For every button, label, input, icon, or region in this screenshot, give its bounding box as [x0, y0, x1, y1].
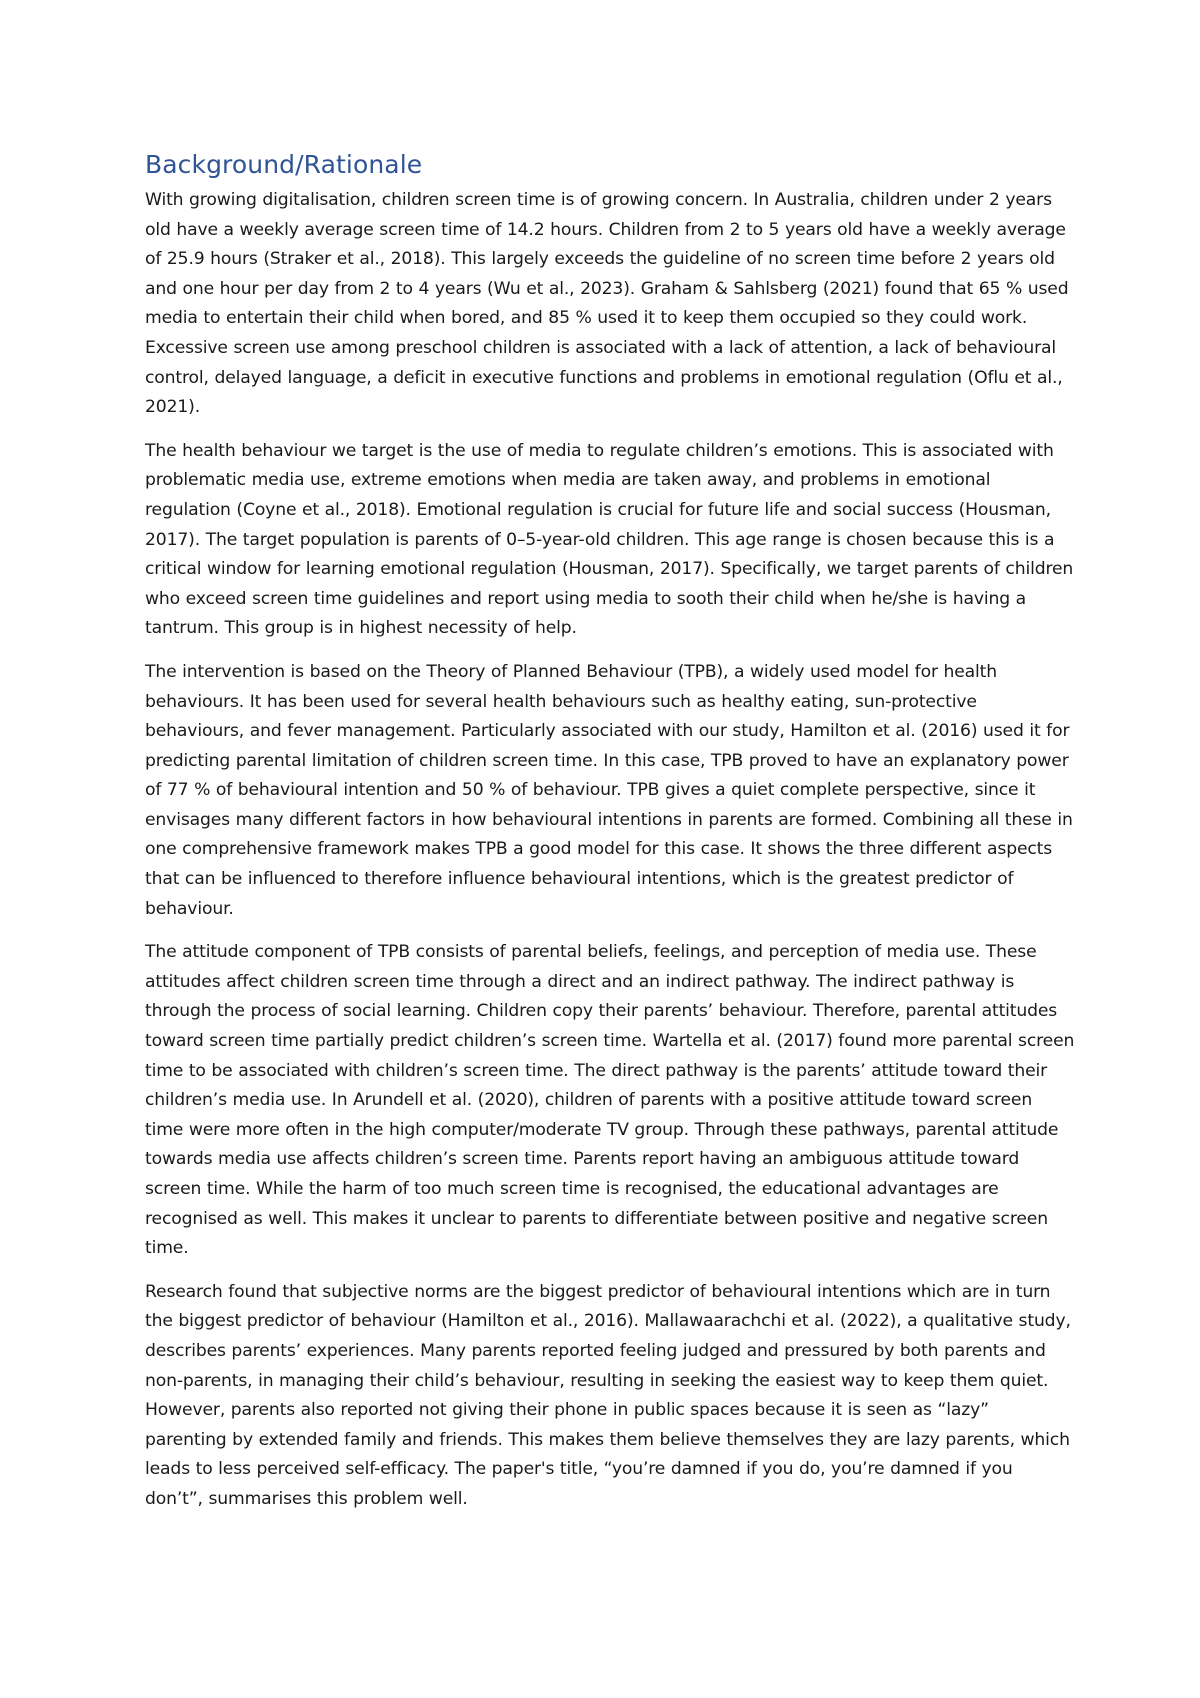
paragraph-subjective-norms: Research found that subjective norms are the biggest predictor of behavioural intentions which are in turn the biggest predictor of behaviour (Hamilton et al., 2016). Mallawaarachchi et al. (2022), a qualitative study, describes parents’ experiences. Many parents reported feeling judged and pressured by both parents and non-parents, in managing their child’s behaviour, resulting in seeking the easiest way to keep them quiet. However, parents also reported not giving their phone in public spaces because it is seen as “lazy” parenting by extended family and friends. This makes them believe themselves they are lazy parents, which leads to less perceived self-efficacy. The paper's title, “you’re damned if you do, you’re damned if you don’t”, summarises this problem well. [145, 1281, 1071, 1509]
section-heading: Background/Rationale [145, 150, 423, 179]
paragraph-attitude-component: The attitude component of TPB consists of parental beliefs, feelings, and perception of media use. These attitudes affect children screen time through a direct and an indirect pathway. The indirect pathway is through the process of social learning. Children copy their parents’ behaviour. Therefore, parental attitudes toward screen time partially predict children’s screen time. Wartella et al. (2017) found more parental screen time to be associated with children’s screen time. The direct pathway is the parents’ attitude toward their children’s media use. In Arundell et al. (2020), children of parents with a positive attitude toward screen time were more often in the high computer/moderate TV group. Through these pathways, parental attitude towards media use affects children’s screen time. Parents report having an ambiguous attitude toward screen time. While the harm of too much screen time is recognised, the educational advantages are recognised as well. This makes it unclear to parents to differentiate between positive and negative screen time. [145, 942, 1075, 1259]
paragraph-screen-time-concern: With growing digitalisation, children screen time is of growing concern. In Australia, children under 2 years old have a weekly average screen time of 14.2 hours. Children from 2 to 5 years old have a weekly average of 25.9 hours (Straker et al., 2018). This largely exceeds the guideline of no screen time before 2 years old and one hour per day from 2 to 4 years (Wu et al., 2023). Graham & Sahlsberg (2021) found that 65 % used media to entertain their child when bored, and 85 % used it to keep them occupied so they could work. Excessive screen use among preschool children is associated with a lack of attention, a lack of behavioural control, delayed language, a deficit in executive functions and problems in emotional regulation (Oflu et al., 2021). [145, 190, 1069, 418]
paragraph-target-behaviour: The health behaviour we target is the use of media to regulate children’s emotions. This is associated with problematic media use, extreme emotions when media are taken away, and problems in emotional regulation (Coyne et al., 2018). Emotional regulation is crucial for future life and social success (Housman, 2017). The target population is parents of 0–5-year-old children. This age range is chosen because this is a critical window for learning emotional regulation (Housman, 2017). Specifically, we target parents of children who exceed screen time guidelines and report using media to sooth their child when he/she is having a tantrum. This group is in highest necessity of help. [145, 440, 1074, 639]
paragraph-tpb-intervention: The intervention is based on the Theory of Planned Behaviour (TPB), a widely used model for health behaviours. It has been used for several health behaviours such as healthy eating, sun-protective behaviours, and fever management. Particularly associated with our study, Hamilton et al. (2016) used it for predicting parental limitation of children screen time. In this case, TPB proved to have an explanatory power of 77 % of behavioural intention and 50 % of behaviour. TPB gives a quiet complete perspective, since it envisages many different factors in how behavioural intentions in parents are formed. Combining all these in one comprehensive framework makes TPB a good model for this case. It shows the three different aspects that can be influenced to therefore influence behavioural intentions, which is the greatest predictor of behaviour. [145, 661, 1073, 919]
document-page [145, 148, 1075, 1529]
